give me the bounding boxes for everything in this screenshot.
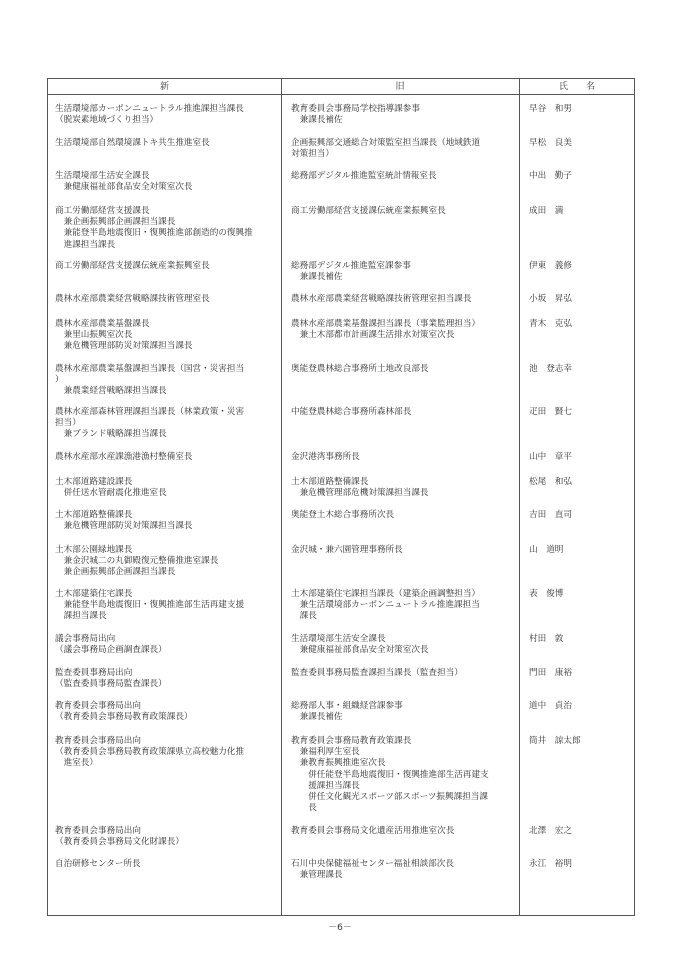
- new-position-cell: [55, 206, 283, 251]
- new-position-cell-line: （教育委員会事務局文化財課長）: [55, 837, 184, 848]
- old-position-cell-line: 兼課長補佐: [291, 712, 343, 723]
- new-position-cell-line: 進室長）: [55, 758, 98, 769]
- old-position-cell-line: 対策担当）: [291, 149, 334, 160]
- old-position-cell-line: 併任文化観光スポーツ部スポーツ振興課担当課: [291, 792, 488, 803]
- new-position-cell-line: 兼企画振興部企画課担当課長: [55, 217, 176, 228]
- new-position-cell: [55, 668, 283, 690]
- new-position-cell-line: 兼健康福祉部食品安全対策室次長: [55, 182, 193, 193]
- old-position-cell: [291, 634, 519, 656]
- person-name: 山中 章平: [529, 452, 572, 462]
- old-position-cell: [291, 510, 519, 521]
- header-new: 新: [159, 82, 169, 92]
- old-position-cell-line: 併任能登半島地震復旧・復興推進部生活再建支: [291, 769, 489, 780]
- new-position-cell-line: 生活環境部カーボンニュートラル推進課担当課長: [55, 104, 244, 114]
- new-position-cell: [55, 477, 283, 499]
- old-position-cell-line: 監査委員事務局監査課担当課長（監査担当）: [291, 668, 463, 678]
- new-position-cell-line: 兼危機管理部防災対策課担当課長: [55, 341, 193, 352]
- old-position-cell-line: 土木部道路整備課長: [291, 477, 369, 487]
- person-name: 永江 裕明: [529, 859, 572, 869]
- new-position-cell-line: 農林水産部農業経営戦略課技術管理室長: [55, 294, 210, 304]
- new-position-cell-line: 生活環境部生活安全課長: [55, 171, 150, 181]
- old-position-cell-line: 長: [291, 803, 317, 814]
- new-position-cell: [55, 261, 283, 272]
- new-position-cell: [55, 171, 283, 193]
- old-position-cell-line: 生活環境部生活安全課長: [291, 634, 386, 644]
- old-position-cell-line: 企画振興部交通総合対策監室担当課長（地域鉄道: [291, 138, 481, 148]
- old-position-cell: [291, 668, 519, 679]
- new-position-cell-line: ）: [55, 375, 64, 386]
- new-position-cell-line: 兼能登半島地震復旧・復興推進部創造的の復興推: [55, 228, 253, 239]
- header-old: 旧: [395, 82, 405, 92]
- person-name: 北澤 宏之: [529, 826, 572, 836]
- old-position-cell: [291, 294, 519, 305]
- person-name: 山 道明: [529, 545, 564, 555]
- new-position-cell-line: 兼農業経営戦略課担当課長: [55, 386, 167, 397]
- new-position-cell: [55, 452, 283, 463]
- old-position-cell-line: 兼福利厚生室長: [291, 747, 360, 758]
- old-position-cell: [291, 319, 519, 341]
- person-name: 早谷 和男: [529, 104, 572, 114]
- new-position-cell-line: 監査委員事務局出向: [55, 668, 133, 678]
- new-position-cell-line: 教育委員会事務局出向: [55, 736, 141, 746]
- old-position-cell-line: 奥能登土木総合事務所次長: [291, 510, 395, 520]
- new-position-cell-line: 兼里山振興室次長: [55, 330, 133, 341]
- person-name: 表 俊博: [529, 589, 564, 599]
- old-position-cell-line: 兼生活環境部カーボンニュートラル推進課担当: [291, 600, 480, 611]
- old-position-cell-line: 農林水産部農業基盤課担当課長（事業監理担当）: [291, 319, 481, 329]
- new-position-cell-line: 土木部公園緑地課長: [55, 545, 133, 555]
- new-position-cell: [55, 364, 283, 398]
- old-position-cell-line: 奥能登農林総合事務所土地改良部長: [291, 364, 429, 374]
- new-position-cell: [55, 319, 283, 353]
- old-position-cell-line: 兼課長補佐: [291, 272, 343, 283]
- old-position-cell: [291, 138, 519, 160]
- old-position-cell-line: 石川中央保健福祉センター福祉相談部次長: [291, 859, 454, 869]
- new-position-cell-line: 兼危機管理部防災対策課担当課長: [55, 521, 193, 532]
- person-name: 吉田 直司: [529, 510, 572, 520]
- old-position-cell-line: 金沢城・兼六園管理事務所長: [291, 545, 403, 555]
- new-position-cell: [55, 138, 283, 149]
- new-position-cell: [55, 545, 283, 579]
- person-name: 早松 良美: [529, 138, 572, 148]
- old-position-cell-line: 兼危機管理部危機対策課担当課長: [291, 488, 429, 499]
- person-name: 伊東 義修: [529, 261, 572, 271]
- old-position-cell-line: 金沢港湾事務所長: [291, 452, 360, 462]
- old-position-cell-line: 教育委員会事務局学校指導課参事: [291, 104, 420, 114]
- new-position-cell-line: 生活環境部自然環境課トキ共生推進室長: [55, 138, 210, 148]
- new-position-cell: [55, 294, 283, 305]
- new-position-cell-line: （脱炭素地域づくり担当）: [55, 115, 159, 126]
- old-position-cell-line: 教育委員会事務局教育政策課長: [291, 736, 412, 746]
- old-position-cell-line: 兼管理課長: [291, 870, 343, 881]
- new-position-cell-line: 兼金沢城二の丸御殿復元整備推進室課長: [55, 556, 219, 567]
- old-position-cell-line: 商工労働部経営支援課伝統産業振興室長: [291, 206, 446, 216]
- person-name: 筒井 諒太郎: [529, 736, 581, 746]
- old-position-cell: [291, 104, 519, 126]
- column-divider: [519, 79, 520, 915]
- page-number: －6－: [328, 923, 352, 933]
- header-divider: [48, 94, 634, 95]
- new-position-cell-line: 商工労働部経営支援課伝統産業振興室長: [55, 261, 210, 271]
- new-position-cell-line: 教育委員会事務局出向: [55, 826, 141, 836]
- new-position-cell-line: 農林水産部森林管理課担当課長（林業政策・災害: [55, 407, 245, 417]
- old-position-cell: [291, 452, 519, 463]
- personnel-table: [47, 78, 635, 916]
- new-position-cell-line: 農林水産部水産課漁港漁村整備室長: [55, 452, 193, 462]
- old-position-cell: [291, 364, 519, 375]
- new-position-cell-line: 兼企画振興部企画課担当課長: [55, 567, 176, 578]
- new-position-cell-line: 議会事務局出向: [55, 634, 116, 644]
- old-position-cell-line: 農林水産部農業経営戦略課技術管理室担当課長: [291, 294, 472, 304]
- old-position-cell-line: 兼教育振興推進室次長: [291, 758, 386, 769]
- new-position-cell-line: 農林水産部農業基盤課長: [55, 319, 150, 329]
- new-position-cell-line: （議会事務局企画調査課長）: [55, 645, 167, 656]
- old-position-cell-line: 中能登農林総合事務所森林部長: [291, 407, 412, 417]
- new-position-cell: [55, 859, 283, 870]
- new-position-cell: [55, 510, 283, 532]
- person-name: 成田 満: [529, 206, 564, 216]
- new-position-cell-line: 農林水産部農業基盤課担当課長（国営・災害担当: [55, 364, 245, 374]
- new-position-cell-line: （教育委員会事務局教育政策課長）: [55, 712, 193, 723]
- new-position-cell: [55, 104, 283, 126]
- old-position-cell-line: 総務部デジタル推進監室課参事: [291, 261, 411, 271]
- new-position-cell-line: （教育委員会事務局教育政策課県立高校魅力化推: [55, 747, 245, 758]
- new-position-cell-line: 課担当課長: [55, 611, 107, 622]
- person-name: 道中 貞治: [529, 701, 572, 711]
- old-position-cell-line: 課長: [291, 611, 317, 622]
- old-position-cell: [291, 206, 519, 217]
- old-position-cell-line: 援課担当課長: [291, 780, 360, 791]
- old-position-cell-line: 総務部デジタル推進監室統計情報室長: [291, 171, 437, 181]
- new-position-cell-line: 商工労働部経営支援課長: [55, 206, 150, 216]
- old-position-cell: [291, 171, 519, 182]
- old-position-cell: [291, 545, 519, 556]
- person-name: 中出 勤子: [529, 171, 572, 181]
- person-name: 小坂 昇弘: [529, 294, 572, 304]
- new-position-cell-line: 兼能登半島地震復旧・復興推進部生活再建支援: [55, 600, 245, 611]
- old-position-cell-line: 総務部人事・組織経営課参事: [291, 701, 403, 711]
- person-name: 村田 敦: [529, 634, 564, 644]
- new-position-cell: [55, 634, 283, 656]
- person-name: 池 登志幸: [529, 364, 572, 374]
- old-position-cell: [291, 589, 519, 623]
- person-name: 青木 克弘: [529, 319, 572, 329]
- new-position-cell-line: 兼ブランド戦略課担当課長: [55, 429, 167, 440]
- old-position-cell-line: 兼課長補佐: [291, 115, 343, 126]
- new-position-cell-line: 土木部建築住宅課長: [55, 589, 133, 599]
- old-position-cell-line: 教育委員会事務局文化遺産活用推進室次長: [291, 826, 455, 836]
- new-position-cell-line: 土木部道路建設課長: [55, 477, 133, 487]
- new-position-cell: [55, 589, 283, 623]
- new-position-cell-line: 土木部道路整備課長: [55, 510, 133, 520]
- old-position-cell: [291, 261, 519, 283]
- old-position-cell: [291, 736, 519, 814]
- old-position-cell: [291, 859, 519, 881]
- new-position-cell-line: 教育委員会事務局出向: [55, 701, 141, 711]
- new-position-cell-line: 担当）: [55, 418, 81, 429]
- old-position-cell: [291, 407, 519, 418]
- old-position-cell: [291, 477, 519, 499]
- new-position-cell-line: 自治研修センター所長: [55, 859, 141, 869]
- new-position-cell: [55, 407, 283, 441]
- new-position-cell: [55, 736, 283, 770]
- old-position-cell-line: 兼土木部都市計画課生活排水対策室次長: [291, 330, 455, 341]
- new-position-cell-line: 併任送水管耐震化推進室長: [55, 488, 167, 499]
- old-position-cell: [291, 701, 519, 723]
- new-position-cell-line: （監査委員事務局監査課長）: [55, 679, 167, 690]
- header-name: 氏 名: [558, 82, 595, 92]
- new-position-cell-line: 進課担当課長: [55, 239, 116, 250]
- person-name: 疋田 賢七: [529, 407, 572, 417]
- person-name: 松尾 和弘: [529, 477, 572, 487]
- person-name: 門田 康裕: [529, 668, 572, 678]
- old-position-cell-line: 兼健康福祉部食品安全対策室次長: [291, 645, 429, 656]
- old-position-cell: [291, 826, 519, 837]
- new-position-cell: [55, 701, 283, 723]
- new-position-cell: [55, 826, 283, 848]
- old-position-cell-line: 土木部建築住宅課担当課長（建築企画調整担当）: [291, 589, 481, 599]
